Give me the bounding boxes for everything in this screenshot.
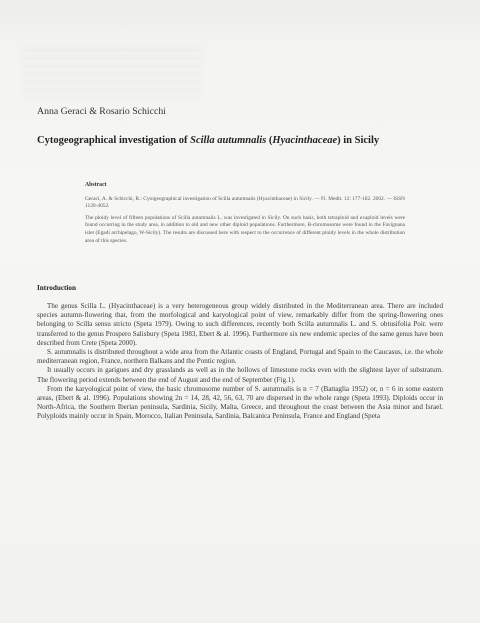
title-prefix: Cytogeographical investigation of	[37, 135, 191, 146]
intro-paragraph: It usually occurs in garigues and dry grasslands as well as in the hollows of limestone rocks even with the slightest layer of substratum. The flowering period extends between the end of August and the end of September (Fig.1).	[37, 366, 443, 384]
title-family: Hyacinthaceae	[272, 135, 338, 146]
intro-paragraph: The genus Scilla L. (Hyacinthaceae) is a very heterogeneous group widely distributed in the Mediterranean area. There are included species autumn-flowering that, from the morfological and karyological point of view, remarkably differ from the spring-flowering ones belonging to Scilla sensu stricto (Speta 1979). Owing to such differences, recently both Scilla autumnalis L. and S. obtusifolia Poir. were transferred to the genus Prospero Salisbury (Speta 1983, Ebert & al. 1996). Furthermore six new endemic species of the same genus have been described from Crete (Speta 2000).	[37, 302, 443, 347]
title-species: Scilla autumnalis	[190, 135, 267, 146]
abstract-citation: Geraci, A. & Schicchi, R.: Cytogeographical investigation of Scilla autumnalis (Hyacinthaceae) in Sicily. — Fl. Medit. 12: 177-182. 2002. — ISSN 1120-4052.	[85, 195, 405, 210]
introduction-body	[37, 302, 443, 422]
paper-title	[37, 134, 442, 147]
abstract-block	[85, 182, 405, 245]
abstract-text: The ploidy level of fifteen populations of Scilla autumnalis L. was investigated in Sicily. On such basis, both tetraploid and exaploid levels were found occurring in the study area, in addition to old and new other diploid populations. Furthermore, B-chromosome were found in the Favignana islet (Egadi archipelago, W-Sicily). The results are discussed here with respect to the occurrence of different ploidy levels in the whole distribution area of this species.	[85, 214, 405, 244]
intro-paragraph: From the karyological point of view, the basic chromosome number of S. autumnalis is n = 7 (Battaglia 1952) or, n = 6 in some eastern areas, (Ebert & al. 1996). Populations showing 2n = 14, 28, 42, 56, 63, 70 are dispersed in the whole range (Speta 1993). Diploids occur in North-Africa, the Southern Iberian peninsula, Sardinia, Sicily, Malta, Greece, and throughout the coast between the Asia minor and Israel. Polyploids mainly occur in Spain, Morocco, Italian Peninsula, Sardinia, Balcanica Peninsula, France and England (Speta	[37, 384, 443, 421]
intro-paragraph: S. autumnalis is distributed throughout a wide area from the Atlantic coasts of England, Portugal and Spain to the Caucasus, i.e. the whole mediterranean region, France, northern Balkans and the Pontic region.	[37, 348, 443, 366]
authors: Anna Geraci & Rosario Schicchi	[37, 106, 166, 117]
title-open: (	[266, 135, 273, 146]
show-through-shadow	[22, 48, 202, 98]
title-suffix: ) in Sicily	[337, 135, 380, 146]
introduction-heading: Introduction	[37, 284, 77, 292]
abstract-heading: Abstract	[85, 182, 107, 188]
